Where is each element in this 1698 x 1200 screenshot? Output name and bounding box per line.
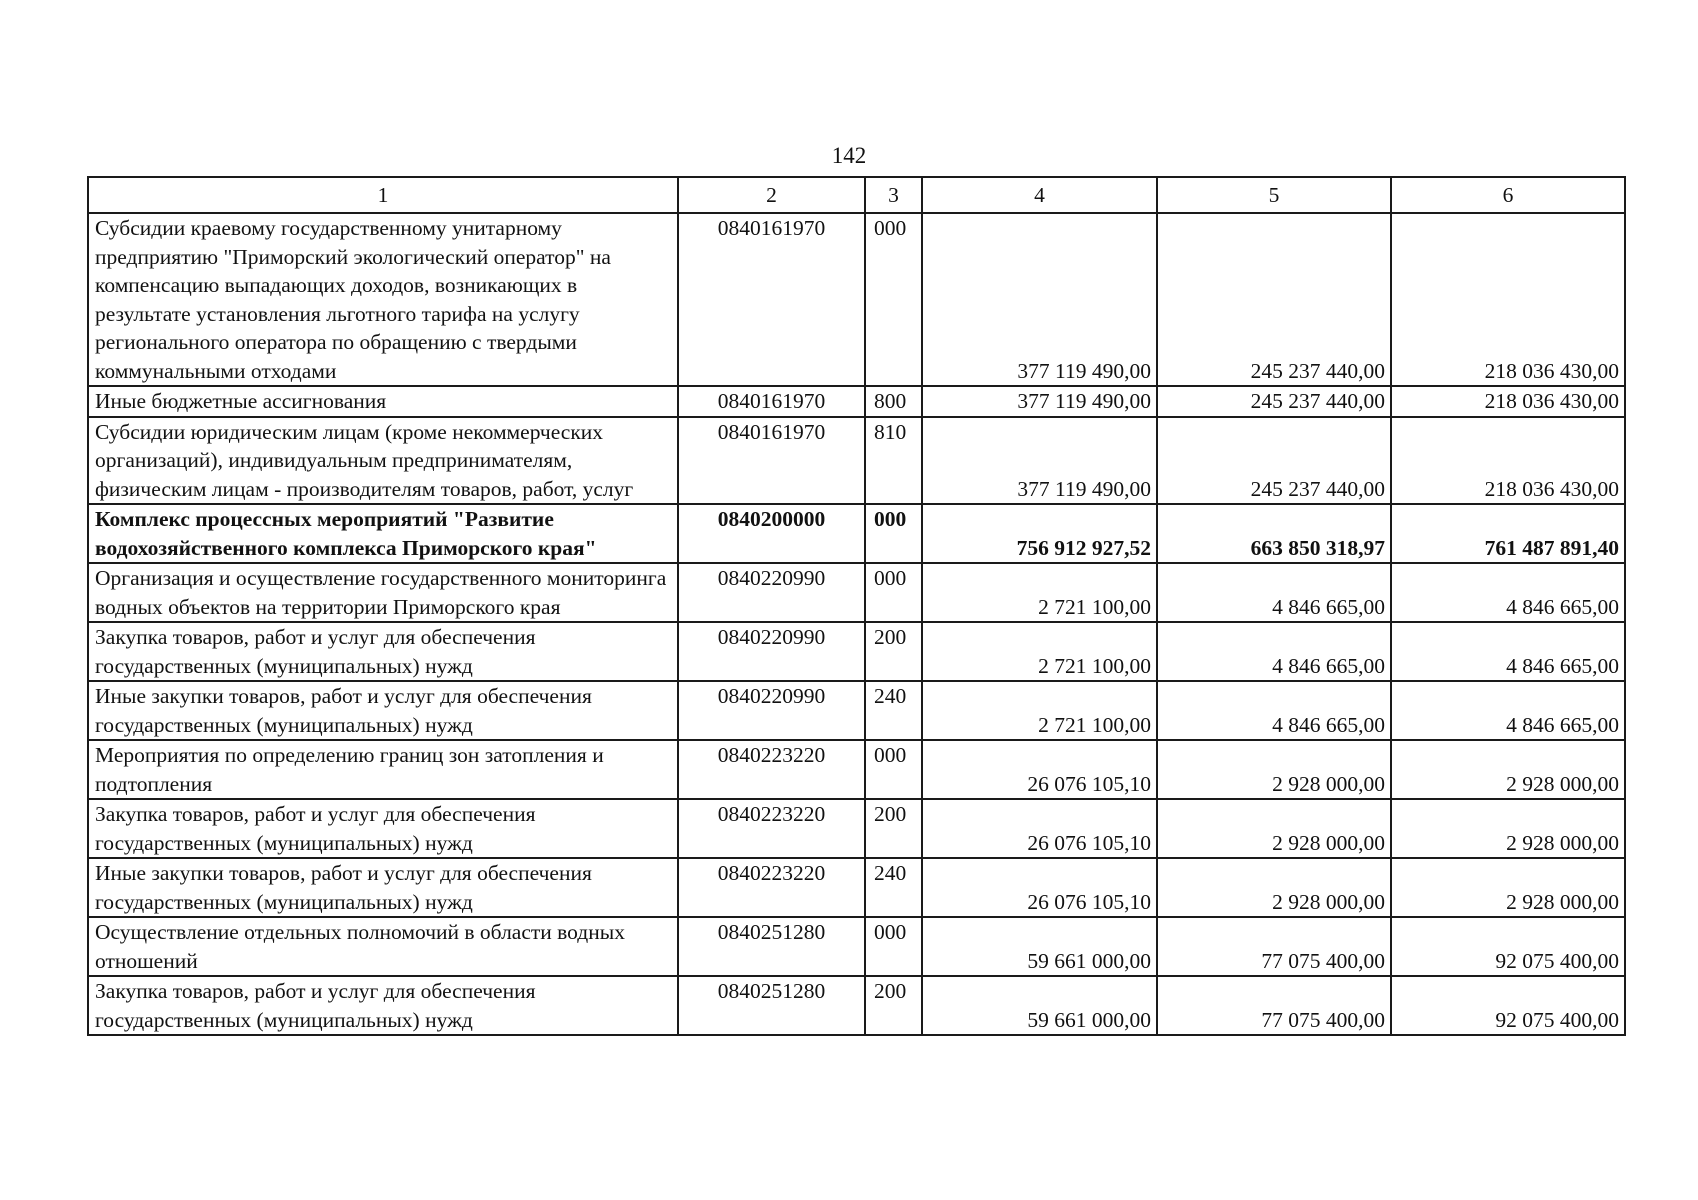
row-type-cell: 240 — [865, 681, 922, 740]
row-code-cell: 0840161970 — [678, 213, 865, 386]
column-header-5: 5 — [1157, 177, 1391, 213]
column-header-1: 1 — [88, 177, 678, 213]
row-amount-2025-cell: 77 075 400,00 — [1157, 917, 1391, 976]
row-amount-2024-cell: 26 076 105,10 — [922, 799, 1157, 858]
row-amount-2026-cell: 218 036 430,00 — [1391, 213, 1625, 386]
row-type-cell: 000 — [865, 213, 922, 386]
row-amount-2025-cell: 245 237 440,00 — [1157, 417, 1391, 505]
table-row — [88, 213, 1625, 386]
table-row — [88, 622, 1625, 681]
page-number: 142 — [831, 143, 867, 168]
column-header-4: 4 — [922, 177, 1157, 213]
row-type-cell: 000 — [865, 917, 922, 976]
row-name-cell: Мероприятия по определению границ зон затопления и подтопления — [88, 740, 678, 799]
row-type-cell: 000 — [865, 504, 922, 563]
row-amount-2024-cell: 377 119 490,00 — [922, 386, 1157, 417]
table-row — [88, 681, 1625, 740]
table-row — [88, 386, 1625, 417]
row-name-cell: Осуществление отдельных полномочий в области водных отношений — [88, 917, 678, 976]
row-code-cell: 0840220990 — [678, 622, 865, 681]
row-amount-2026-cell: 2 928 000,00 — [1391, 799, 1625, 858]
row-amount-2024-cell: 756 912 927,52 — [922, 504, 1157, 563]
row-code-cell: 0840220990 — [678, 681, 865, 740]
row-amount-2026-cell: 218 036 430,00 — [1391, 417, 1625, 505]
column-header-2: 2 — [678, 177, 865, 213]
row-amount-2025-cell: 2 928 000,00 — [1157, 740, 1391, 799]
row-name-cell: Субсидии юридическим лицам (кроме некоммерческих организаций), индивидуальным предпринимателям, физическим лицам - производителям товаров, работ, услуг — [88, 417, 678, 505]
row-type-cell: 000 — [865, 563, 922, 622]
row-amount-2026-cell: 218 036 430,00 — [1391, 386, 1625, 417]
row-amount-2025-cell: 4 846 665,00 — [1157, 563, 1391, 622]
row-type-cell: 000 — [865, 740, 922, 799]
row-amount-2024-cell: 26 076 105,10 — [922, 740, 1157, 799]
row-amount-2024-cell: 2 721 100,00 — [922, 622, 1157, 681]
row-name-cell: Закупка товаров, работ и услуг для обеспечения государственных (муниципальных) нужд — [88, 976, 678, 1035]
row-amount-2025-cell: 4 846 665,00 — [1157, 622, 1391, 681]
row-amount-2024-cell: 26 076 105,10 — [922, 858, 1157, 917]
row-name-cell: Комплекс процессных мероприятий "Развитие водохозяйственного комплекса Приморского края" — [88, 504, 678, 563]
row-amount-2025-cell: 245 237 440,00 — [1157, 213, 1391, 386]
row-code-cell: 0840223220 — [678, 799, 865, 858]
column-header-3: 3 — [865, 177, 922, 213]
table-row — [88, 563, 1625, 622]
row-name-cell: Субсидии краевому государственному унитарному предприятию "Приморский экологический оператор" на компенсацию выпадающих доходов, возникающих в результате установления льготного тарифа на услугу регионального оператора по обращению с твердыми коммунальными отходами — [88, 213, 678, 386]
row-amount-2024-cell: 377 119 490,00 — [922, 417, 1157, 505]
row-amount-2026-cell: 2 928 000,00 — [1391, 740, 1625, 799]
row-name-cell: Закупка товаров, работ и услуг для обеспечения государственных (муниципальных) нужд — [88, 622, 678, 681]
row-name-cell: Иные закупки товаров, работ и услуг для обеспечения государственных (муниципальных) нужд — [88, 681, 678, 740]
row-code-cell: 0840223220 — [678, 858, 865, 917]
row-code-cell: 0840223220 — [678, 740, 865, 799]
row-amount-2024-cell: 2 721 100,00 — [922, 681, 1157, 740]
row-amount-2026-cell: 761 487 891,40 — [1391, 504, 1625, 563]
row-type-cell: 200 — [865, 976, 922, 1035]
row-amount-2024-cell: 59 661 000,00 — [922, 917, 1157, 976]
row-code-cell: 0840161970 — [678, 386, 865, 417]
table-row — [88, 799, 1625, 858]
table-row — [88, 417, 1625, 505]
row-code-cell: 0840251280 — [678, 976, 865, 1035]
row-type-cell: 800 — [865, 386, 922, 417]
row-amount-2024-cell: 377 119 490,00 — [922, 213, 1157, 386]
row-code-cell: 0840200000 — [678, 504, 865, 563]
table-row — [88, 976, 1625, 1035]
row-amount-2025-cell: 245 237 440,00 — [1157, 386, 1391, 417]
row-amount-2024-cell: 59 661 000,00 — [922, 976, 1157, 1035]
row-type-cell: 810 — [865, 417, 922, 505]
row-code-cell: 0840251280 — [678, 917, 865, 976]
column-header-6: 6 — [1391, 177, 1625, 213]
row-amount-2026-cell: 4 846 665,00 — [1391, 681, 1625, 740]
row-type-cell: 240 — [865, 858, 922, 917]
row-name-cell: Организация и осуществление государственного мониторинга водных объектов на территории Приморского края — [88, 563, 678, 622]
row-amount-2025-cell: 2 928 000,00 — [1157, 799, 1391, 858]
row-amount-2025-cell: 2 928 000,00 — [1157, 858, 1391, 917]
row-type-cell: 200 — [865, 622, 922, 681]
table-row — [88, 740, 1625, 799]
row-code-cell: 0840161970 — [678, 417, 865, 505]
row-amount-2026-cell: 4 846 665,00 — [1391, 622, 1625, 681]
row-amount-2026-cell: 92 075 400,00 — [1391, 976, 1625, 1035]
row-name-cell: Закупка товаров, работ и услуг для обеспечения государственных (муниципальных) нужд — [88, 799, 678, 858]
row-amount-2025-cell: 4 846 665,00 — [1157, 681, 1391, 740]
row-amount-2025-cell: 663 850 318,97 — [1157, 504, 1391, 563]
table-row — [88, 917, 1625, 976]
row-amount-2025-cell: 77 075 400,00 — [1157, 976, 1391, 1035]
budget-table — [87, 176, 1626, 1036]
row-amount-2026-cell: 4 846 665,00 — [1391, 563, 1625, 622]
row-name-cell: Иные закупки товаров, работ и услуг для обеспечения государственных (муниципальных) нужд — [88, 858, 678, 917]
row-amount-2026-cell: 2 928 000,00 — [1391, 858, 1625, 917]
row-amount-2026-cell: 92 075 400,00 — [1391, 917, 1625, 976]
row-type-cell: 200 — [865, 799, 922, 858]
table-row — [88, 504, 1625, 563]
row-name-cell: Иные бюджетные ассигнования — [88, 386, 678, 417]
table-row — [88, 858, 1625, 917]
row-code-cell: 0840220990 — [678, 563, 865, 622]
row-amount-2024-cell: 2 721 100,00 — [922, 563, 1157, 622]
header-row — [88, 177, 1625, 213]
